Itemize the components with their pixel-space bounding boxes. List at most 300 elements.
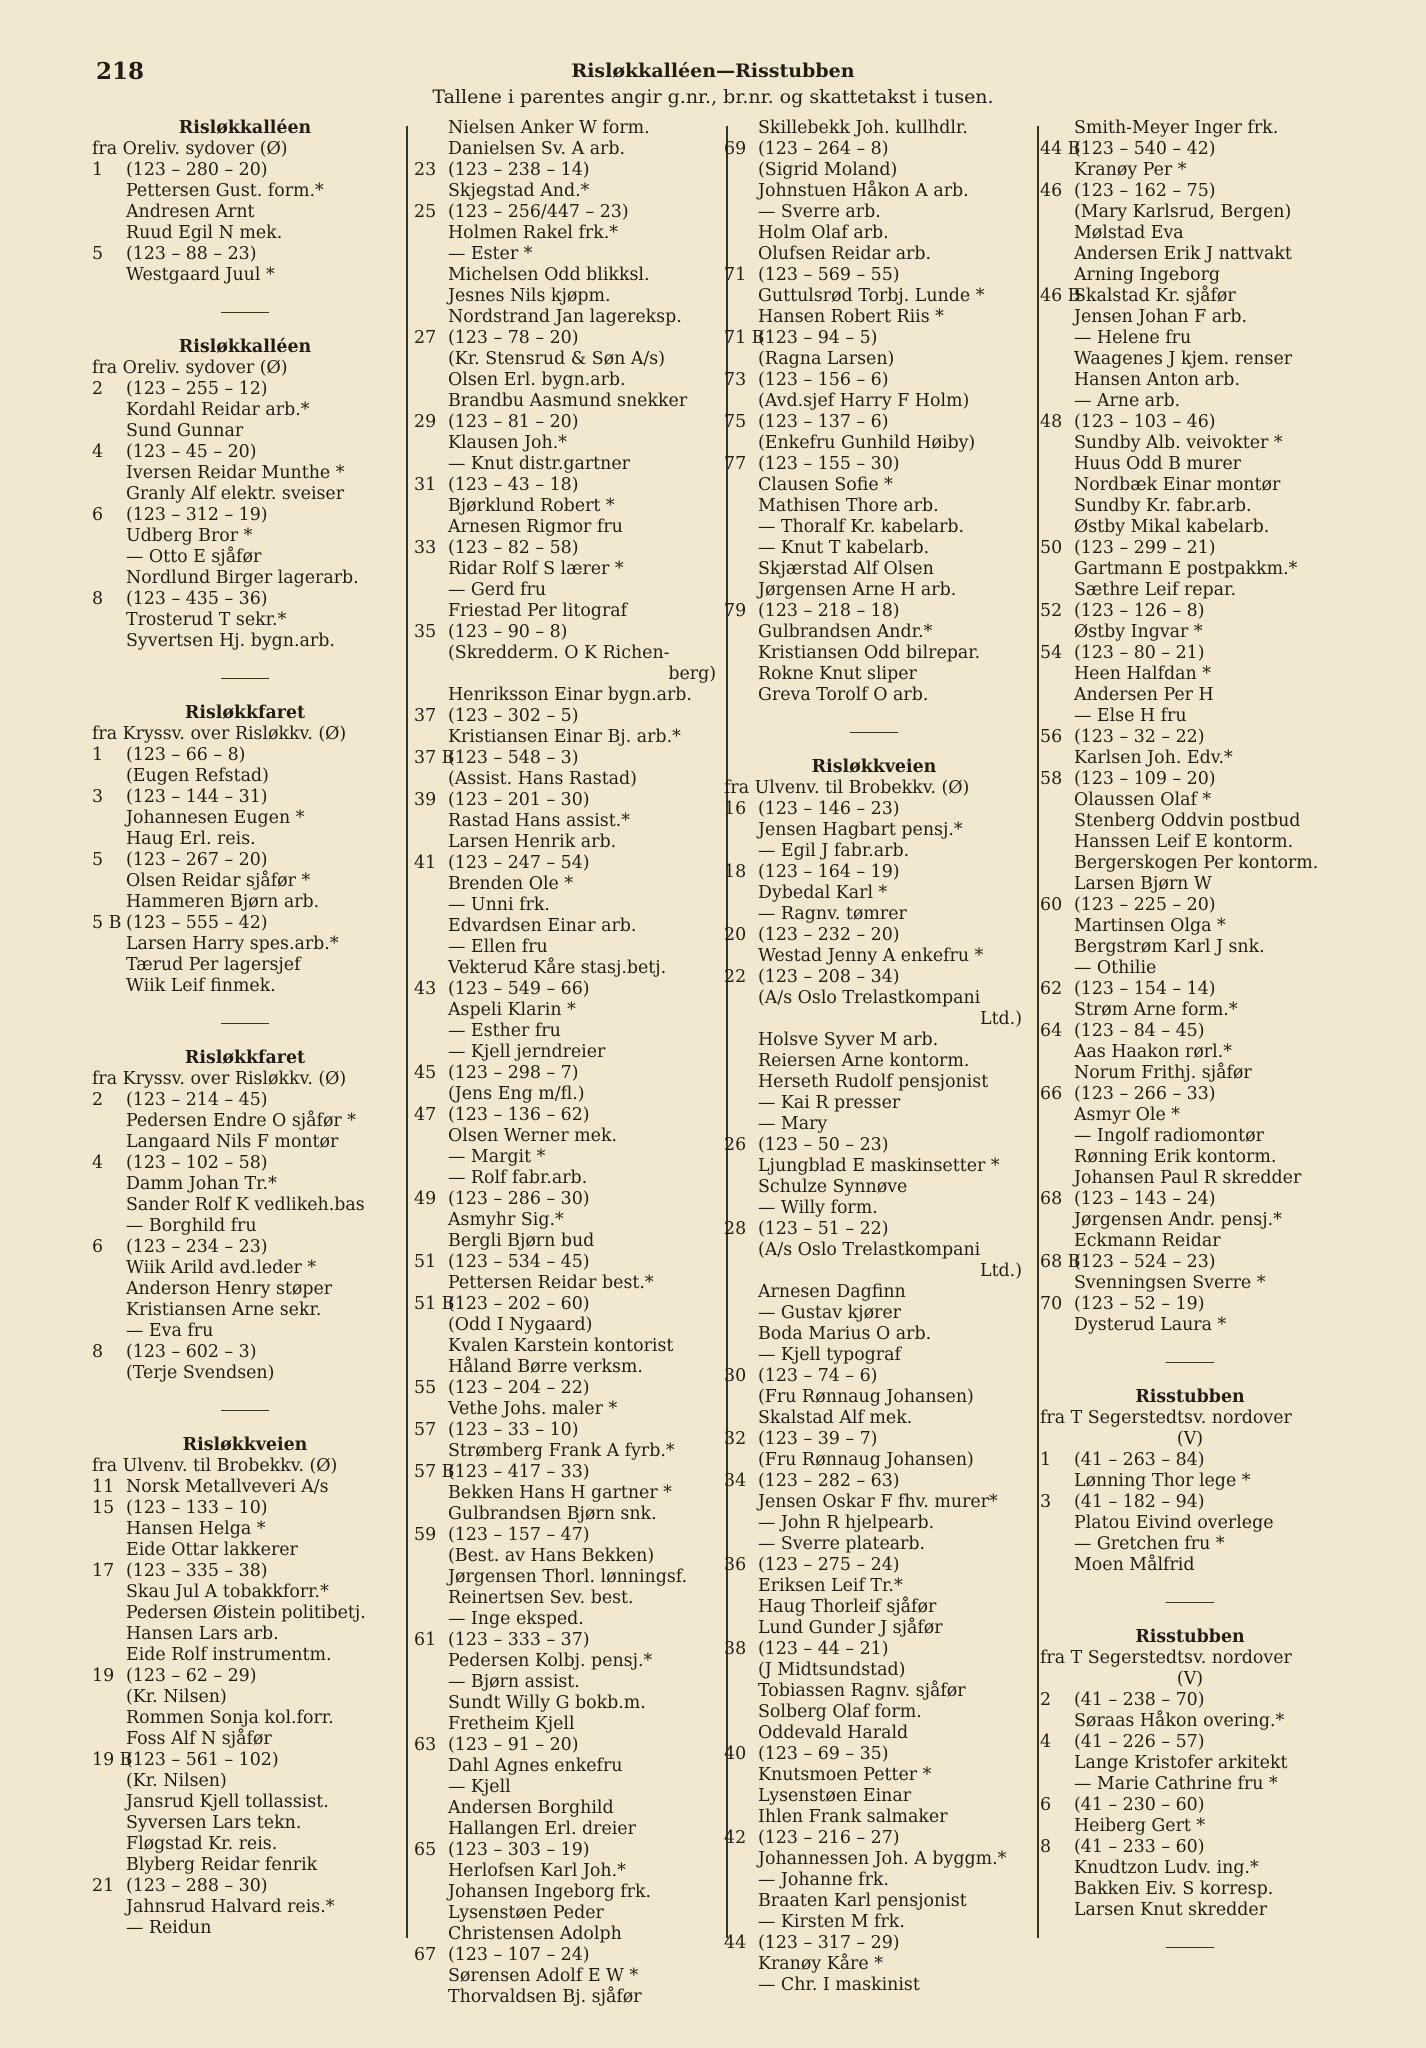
column-rule xyxy=(1037,126,1039,1938)
house-number: 71 B xyxy=(724,328,765,348)
entry-text: (123 – 155 – 30) xyxy=(758,454,900,474)
address-entry xyxy=(414,538,718,559)
entry-text: Pedersen Øistein politibetj. xyxy=(126,1603,366,1623)
address-entry xyxy=(414,1252,718,1273)
entry-text: Heen Halfdan * xyxy=(1074,664,1211,684)
resident-entry xyxy=(1040,244,1340,265)
entry-text: (123 – 32 – 22) xyxy=(1074,727,1205,747)
entry-text: Friestad Per litograf xyxy=(448,601,628,621)
entry-text: (123 – 126 – 8) xyxy=(1074,601,1205,621)
house-number: 41 xyxy=(414,853,437,873)
entry-text: (123 – 44 – 21) xyxy=(758,1639,889,1659)
entry-text: (Mary Karlsrud, Bergen) xyxy=(1074,202,1292,222)
resident-entry xyxy=(414,1651,718,1672)
resident-entry xyxy=(92,1111,398,1132)
page-title: Risløkkalléen—Risstubben xyxy=(571,60,855,82)
entry-text: Jørgensen Thorl. lønningsf. xyxy=(448,1567,688,1587)
house-number: 29 xyxy=(414,412,437,432)
address-entry xyxy=(414,1525,718,1546)
entry-text: Rastad Hans assist.* xyxy=(448,811,630,831)
entry-text: Fretheim Kjell xyxy=(448,1714,575,1734)
address-entry xyxy=(1040,1450,1340,1471)
house-number: 19 xyxy=(92,1666,115,1686)
house-number: 46 B xyxy=(1040,286,1081,306)
resident-entry xyxy=(414,244,718,265)
resident-entry xyxy=(414,769,718,790)
entry-text: (Avd.sjef Harry F Holm) xyxy=(758,391,970,411)
resident-entry xyxy=(414,1336,718,1357)
entry-text: Jørgensen Andr. pensj.* xyxy=(1074,1210,1282,1230)
resident-entry xyxy=(724,1513,1024,1534)
house-number: 2 xyxy=(92,1090,104,1110)
resident-entry xyxy=(1040,118,1340,139)
entry-text: (Terje Svendsen) xyxy=(126,1363,275,1383)
resident-entry xyxy=(414,559,718,580)
street-direction: fra Kryssv. over Risløkkv. (Ø) xyxy=(92,724,347,744)
resident-entry xyxy=(92,1855,398,1876)
house-number: 40 xyxy=(724,1744,747,1764)
resident-entry xyxy=(724,1240,1024,1261)
address-entry xyxy=(414,328,718,349)
address-entry xyxy=(724,601,1024,622)
house-number: 50 xyxy=(1040,538,1063,558)
entry-text: — Borghild fru xyxy=(126,1216,257,1236)
resident-entry xyxy=(92,1582,398,1603)
entry-text: Karlsen Joh. Edv.* xyxy=(1074,748,1233,768)
entry-text: — Gustav kjører xyxy=(758,1303,901,1323)
house-number: 4 xyxy=(92,442,104,462)
house-number: 70 xyxy=(1040,1294,1063,1314)
entry-text: — Bjørn assist. xyxy=(448,1672,580,1692)
resident-entry xyxy=(1040,265,1340,286)
entry-text: Kordahl Reidar arb.* xyxy=(126,400,310,420)
street-direction: fra Kryssv. over Risløkkv. (Ø) xyxy=(92,1069,347,1089)
street-heading: Risløkkveien xyxy=(182,1435,308,1455)
resident-entry xyxy=(92,400,398,421)
entry-text: (123 – 435 – 36) xyxy=(126,589,268,609)
resident-entry xyxy=(724,118,1024,139)
column-rule xyxy=(406,126,408,1938)
resident-entry xyxy=(724,1618,1024,1639)
house-number: 37 B xyxy=(414,748,455,768)
resident-entry xyxy=(92,1813,398,1834)
resident-entry xyxy=(92,955,398,976)
section-divider xyxy=(221,312,269,313)
resident-entry xyxy=(724,1975,1024,1996)
entry-text: (Eugen Refstad) xyxy=(126,766,269,786)
entry-text: Ruud Egil N mek. xyxy=(126,223,283,243)
house-number: 57 B xyxy=(414,1462,455,1482)
entry-text: (123 – 225 – 20) xyxy=(1074,895,1216,915)
street-heading: Risløkkalléen xyxy=(178,118,312,138)
resident-entry xyxy=(92,1216,398,1237)
entry-text: Westad Jenny A enkefru * xyxy=(758,946,984,966)
entry-text: (123 – 247 – 54) xyxy=(448,853,590,873)
entry-text: (A/s Oslo Trelastkompani xyxy=(758,1240,981,1260)
entry-text: (Ragna Larsen) xyxy=(758,349,895,369)
entry-text: Kristiansen Arne sekr. xyxy=(126,1300,322,1320)
page-number: 218 xyxy=(96,58,145,85)
house-number: 6 xyxy=(92,505,104,525)
entry-text: — Margit * xyxy=(448,1147,546,1167)
resident-entry xyxy=(92,223,398,244)
entry-text: Olaussen Olaf * xyxy=(1074,790,1212,810)
address-entry xyxy=(414,1294,718,1315)
entry-text: (123 – 275 – 24) xyxy=(758,1555,900,1575)
address-entry xyxy=(724,139,1024,160)
entry-text: (Kr. Stensrud & Søn A/s) xyxy=(448,349,665,369)
entry-text: (41 – 182 – 94) xyxy=(1074,1492,1205,1512)
entry-text: Lysenstøen Peder xyxy=(448,1903,604,1923)
resident-entry xyxy=(1040,559,1340,580)
resident-entry xyxy=(92,1279,398,1300)
resident-entry xyxy=(1040,937,1340,958)
house-number: 23 xyxy=(414,160,437,180)
resident-entry xyxy=(414,1924,718,1945)
entry-text: Lund Gunder J sjåfør xyxy=(758,1618,943,1638)
house-number: 8 xyxy=(92,1342,104,1362)
entry-text: (123 – 216 – 27) xyxy=(758,1828,900,1848)
resident-entry xyxy=(92,892,398,913)
address-entry xyxy=(724,412,1024,433)
resident-entry xyxy=(414,958,718,979)
resident-entry xyxy=(414,1609,718,1630)
entry-text: (123 – 524 – 23) xyxy=(1074,1252,1216,1272)
house-number: 69 xyxy=(724,139,747,159)
resident-entry xyxy=(1040,853,1340,874)
entry-text: Braaten Karl pensjonist xyxy=(758,1891,967,1911)
address-entry xyxy=(92,505,398,526)
entry-text: (123 – 80 – 21) xyxy=(1074,643,1205,663)
entry-text: Sundby Alb. veivokter * xyxy=(1074,433,1283,453)
entry-text: (123 – 234 – 23) xyxy=(126,1237,268,1257)
resident-entry xyxy=(414,1756,718,1777)
entry-text: Johnstuen Håkon A arb. xyxy=(758,181,969,201)
entry-text: Boda Marius O arb. xyxy=(758,1324,932,1344)
resident-entry xyxy=(1040,685,1340,706)
address-entry xyxy=(724,1135,1024,1156)
section-divider xyxy=(221,1410,269,1411)
resident-entry xyxy=(724,286,1024,307)
house-number: 31 xyxy=(414,475,437,495)
resident-entry xyxy=(1040,1042,1340,1063)
entry-text: Gulbrandsen Andr.* xyxy=(758,622,933,642)
resident-entry xyxy=(92,421,398,442)
entry-text: — Reidun xyxy=(126,1918,212,1938)
address-entry xyxy=(92,1153,398,1174)
resident-entry xyxy=(92,1771,398,1792)
resident-entry xyxy=(1040,1063,1340,1084)
entry-text: (Kr. Nilsen) xyxy=(126,1771,227,1791)
entry-text: Udberg Bror * xyxy=(126,526,253,546)
street-side: (V) xyxy=(1176,1429,1204,1449)
entry-text: (123 – 62 – 29) xyxy=(126,1666,257,1686)
resident-entry xyxy=(414,1903,718,1924)
entry-text: Olufsen Reidar arb. xyxy=(758,244,932,264)
resident-entry xyxy=(414,139,718,160)
address-entry xyxy=(1040,412,1340,433)
address-entry xyxy=(1040,139,1340,160)
house-number: 64 xyxy=(1040,1021,1063,1041)
resident-entry xyxy=(724,1198,1024,1219)
entry-text: (123 – 90 – 8) xyxy=(448,622,568,642)
resident-entry xyxy=(1040,223,1340,244)
entry-text: Andersen Erik J nattvakt xyxy=(1074,244,1292,264)
resident-entry xyxy=(1040,349,1340,370)
address-entry xyxy=(1040,1294,1340,1315)
resident-entry xyxy=(1040,580,1340,601)
entry-text: (123 – 102 – 58) xyxy=(126,1153,268,1173)
entry-text: — Rolf fabr.arb. xyxy=(448,1168,588,1188)
entry-text: — Kjell typograf xyxy=(758,1345,901,1365)
address-entry xyxy=(414,748,718,769)
resident-entry xyxy=(724,1534,1024,1555)
resident-entry xyxy=(724,1156,1024,1177)
entry-text: Pettersen Gust. form.* xyxy=(126,181,324,201)
resident-entry xyxy=(1040,1168,1340,1189)
address-entry xyxy=(1040,181,1340,202)
entry-text: — Thoralf Kr. kabelarb. xyxy=(758,517,965,537)
house-number: 63 xyxy=(414,1735,437,1755)
entry-text: Strøm Arne form.* xyxy=(1074,1000,1238,1020)
entry-text: (123 – 238 – 14) xyxy=(448,160,590,180)
entry-text: Syvertsen Hj. bygn.arb. xyxy=(126,631,335,651)
house-number: 73 xyxy=(724,370,747,390)
resident-entry xyxy=(414,1210,718,1231)
entry-text: Bekken Hans H gartner * xyxy=(448,1483,672,1503)
entry-text: (123 – 288 – 30) xyxy=(126,1876,268,1896)
resident-entry xyxy=(414,1882,718,1903)
entry-text: Skjegstad And.* xyxy=(448,181,590,201)
address-entry xyxy=(92,850,398,871)
entry-text: (123 – 534 – 45) xyxy=(448,1252,590,1272)
entry-text: Larsen Harry spes.arb.* xyxy=(126,934,339,954)
entry-text: — Sverre platearb. xyxy=(758,1534,926,1554)
entry-text: Michelsen Odd blikksl. xyxy=(448,265,650,285)
entry-text: Hansen Helga * xyxy=(126,1519,266,1539)
entry-text: Svenningsen Sverre * xyxy=(1074,1273,1266,1293)
address-entry xyxy=(724,265,1024,286)
entry-text: (123 – 317 – 29) xyxy=(758,1933,900,1953)
resident-entry xyxy=(414,1000,718,1021)
house-number: 15 xyxy=(92,1498,115,1518)
entry-text: (123 – 51 – 22) xyxy=(758,1219,889,1239)
entry-text: Smith-Meyer Inger frk. xyxy=(1074,118,1279,138)
entry-text: Sundby Kr. fabr.arb. xyxy=(1074,496,1252,516)
entry-text: (123 – 81 – 20) xyxy=(448,412,579,432)
resident-entry xyxy=(1040,811,1340,832)
resident-entry xyxy=(724,1723,1024,1744)
entry-text: Syversen Lars tekn. xyxy=(126,1813,302,1833)
address-entry xyxy=(414,160,718,181)
address-entry xyxy=(1040,1732,1340,1753)
resident-entry xyxy=(724,496,1024,517)
house-number: 59 xyxy=(414,1525,437,1545)
entry-text: (41 – 263 – 84) xyxy=(1074,1450,1205,1470)
resident-entry xyxy=(92,1174,398,1195)
resident-entry xyxy=(724,1051,1024,1072)
resident-entry xyxy=(724,664,1024,685)
house-number: 45 xyxy=(414,1063,437,1083)
entry-text: Jensen Hagbart pensj.* xyxy=(758,820,963,840)
resident-entry xyxy=(1040,622,1340,643)
resident-entry xyxy=(414,1168,718,1189)
resident-entry xyxy=(92,610,398,631)
entry-text: Ihlen Frank salmaker xyxy=(758,1807,948,1827)
resident-entry xyxy=(92,1834,398,1855)
entry-text: Johansen Paul R skredder xyxy=(1074,1168,1302,1188)
entry-text: (123 – 144 – 31) xyxy=(126,787,268,807)
entry-text: Pedersen Kolbj. pensj.* xyxy=(448,1651,653,1671)
entry-text: Haug Erl. reis. xyxy=(126,829,256,849)
entry-text: — Kirsten M frk. xyxy=(758,1912,905,1932)
entry-text: Hansen Anton arb. xyxy=(1074,370,1240,390)
entry-text: — Esther fru xyxy=(448,1021,561,1041)
entry-text: (123 – 45 – 20) xyxy=(126,442,257,462)
resident-entry xyxy=(1040,307,1340,328)
address-entry xyxy=(414,1735,718,1756)
street-side: (V) xyxy=(1176,1669,1204,1689)
house-number: 32 xyxy=(724,1429,747,1449)
entry-text: (123 – 267 – 20) xyxy=(126,850,268,870)
house-number: 4 xyxy=(1040,1732,1052,1752)
entry-text: Eriksen Leif Tr.* xyxy=(758,1576,903,1596)
house-number: 44 B xyxy=(1040,139,1081,159)
entry-text: Oddevald Harald xyxy=(758,1723,909,1743)
house-number: 16 xyxy=(724,799,747,819)
resident-entry xyxy=(414,349,718,370)
entry-text: (Kr. Nilsen) xyxy=(126,1687,227,1707)
entry-text: Holm Olaf arb. xyxy=(758,223,889,243)
entry-text: (123 – 561 – 102) xyxy=(126,1750,279,1770)
entry-text: (123 – 157 – 47) xyxy=(448,1525,590,1545)
entry-text: Nordbæk Einar montør xyxy=(1074,475,1281,495)
entry-text: (123 – 282 – 63) xyxy=(758,1471,900,1491)
address-entry xyxy=(414,622,718,643)
house-number: 44 xyxy=(724,1933,747,1953)
address-entry xyxy=(724,1219,1024,1240)
entry-text: Nordstrand Jan lagereksp. xyxy=(448,307,682,327)
house-number: 42 xyxy=(724,1828,747,1848)
resident-entry xyxy=(92,547,398,568)
entry-text: Larsen Henrik arb. xyxy=(448,832,617,852)
entry-text: (123 – 82 – 58) xyxy=(448,538,579,558)
house-number: 46 xyxy=(1040,181,1063,201)
address-entry xyxy=(1040,727,1340,748)
entry-text: (123 – 298 – 7) xyxy=(448,1063,579,1083)
resident-entry xyxy=(92,1195,398,1216)
house-number: 61 xyxy=(414,1630,437,1650)
entry-text: (123 – 154 – 14) xyxy=(1074,979,1216,999)
resident-entry xyxy=(724,1702,1024,1723)
resident-entry xyxy=(724,1177,1024,1198)
address-entry xyxy=(1040,1795,1340,1816)
resident-entry xyxy=(414,1588,718,1609)
resident-entry xyxy=(414,1504,718,1525)
street-heading: Risstubben xyxy=(1135,1627,1245,1647)
entry-text: (123 – 214 – 45) xyxy=(126,1090,268,1110)
resident-entry xyxy=(724,1324,1024,1345)
entry-text: Bergerskogen Per kontorm. xyxy=(1074,853,1319,873)
entry-text: (123 – 264 – 8) xyxy=(758,139,889,159)
entry-text: (123 – 266 – 33) xyxy=(1074,1084,1216,1104)
entry-text: Iversen Reidar Munthe * xyxy=(126,463,345,483)
entry-text: Herlofsen Karl Joh.* xyxy=(448,1861,626,1881)
street-direction: fra Ulvenv. til Brobekkv. (Ø) xyxy=(724,778,970,798)
entry-text: (123 – 50 – 23) xyxy=(758,1135,889,1155)
entry-text: Klausen Joh.* xyxy=(448,433,567,453)
house-number: 5 xyxy=(92,244,104,264)
resident-entry xyxy=(92,1603,398,1624)
entry-text: Trosterud T sekr.* xyxy=(126,610,287,630)
house-number: 20 xyxy=(724,925,747,945)
entry-text: (41 – 233 – 60) xyxy=(1074,1837,1205,1857)
street-heading: Risløkkveien xyxy=(811,757,937,777)
entry-text: Stenberg Oddvin postbud xyxy=(1074,811,1301,831)
street-heading: Risløkkalléen xyxy=(178,337,312,357)
address-entry xyxy=(1040,643,1340,664)
column-3 xyxy=(724,118,1024,1996)
resident-entry xyxy=(92,202,398,223)
entry-text: Dahl Agnes enkefru xyxy=(448,1756,623,1776)
address-entry xyxy=(724,328,1024,349)
entry-text: — Helene fru xyxy=(1074,328,1192,348)
entry-text: Dysterud Laura * xyxy=(1074,1315,1227,1335)
entry-text: (123 – 280 – 20) xyxy=(126,160,268,180)
entry-text: Herseth Rudolf pensjonist xyxy=(758,1072,989,1092)
street-direction: fra T Segerstedtsv. nordover xyxy=(1040,1408,1292,1428)
resident-entry xyxy=(1040,832,1340,853)
entry-text: (Skredderm. O K Richen- xyxy=(448,643,670,663)
resident-entry xyxy=(414,580,718,601)
house-number: 52 xyxy=(1040,601,1063,621)
resident-entry xyxy=(414,1777,718,1798)
entry-text: — Egil J fabr.arb. xyxy=(758,841,910,861)
entry-text: Arnesen Rigmor fru xyxy=(448,517,623,537)
address-entry xyxy=(92,1090,398,1111)
resident-entry xyxy=(1040,790,1340,811)
house-number: 68 B xyxy=(1040,1252,1081,1272)
entry-text: Ridar Rolf S lærer * xyxy=(448,559,624,579)
column-1 xyxy=(92,118,398,1939)
house-number: 49 xyxy=(414,1189,437,1209)
entry-text: — Mary xyxy=(758,1114,828,1134)
address-entry xyxy=(414,1105,718,1126)
house-number: 54 xyxy=(1040,643,1063,663)
resident-entry xyxy=(92,181,398,202)
house-number: 1 xyxy=(92,745,104,765)
entry-text: Sundt Willy G bokb.m. xyxy=(448,1693,646,1713)
entry-text: — Knut T kabelarb. xyxy=(758,538,930,558)
entry-text: (Fru Rønnaug Johansen) xyxy=(758,1450,974,1470)
house-number: 36 xyxy=(724,1555,747,1575)
entry-text: — Else H fru xyxy=(1074,706,1187,726)
resident-entry xyxy=(414,1021,718,1042)
entry-text: Gulbrandsen Bjørn snk. xyxy=(448,1504,657,1524)
address-entry xyxy=(724,925,1024,946)
entry-text: Tærud Per lagersjef xyxy=(126,955,301,975)
entry-text: Damm Johan Tr.* xyxy=(126,1174,277,1194)
entry-text: Foss Alf N sjåfør xyxy=(126,1729,272,1749)
entry-text: (123 – 303 – 19) xyxy=(448,1840,590,1860)
resident-entry xyxy=(1040,1534,1340,1555)
resident-entry xyxy=(414,391,718,412)
entry-text: — Kai R presser xyxy=(758,1093,901,1113)
resident-entry xyxy=(724,1765,1024,1786)
street-heading: Risstubben xyxy=(1135,1387,1245,1407)
resident-entry xyxy=(724,820,1024,841)
house-number: 68 xyxy=(1040,1189,1063,1209)
